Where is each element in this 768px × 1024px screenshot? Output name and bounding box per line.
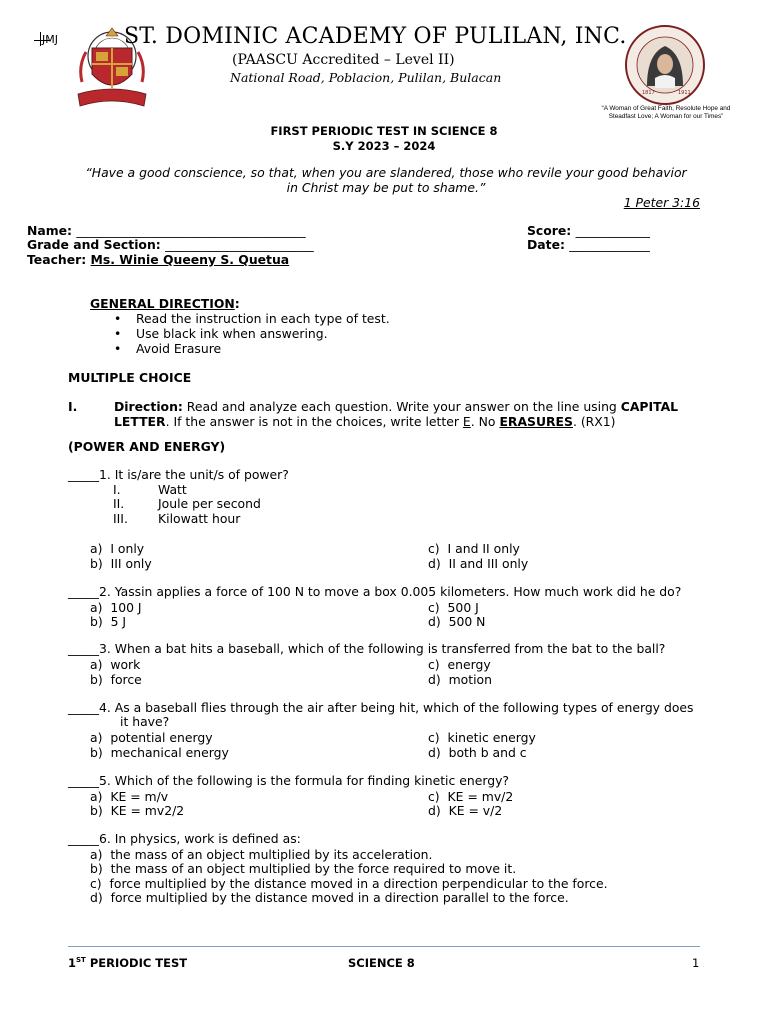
date-line: _____________: [569, 237, 650, 252]
option-text: mechanical energy: [110, 745, 229, 760]
question-1-sub-num: I.: [113, 482, 121, 497]
seal-year-right: 1911: [678, 90, 691, 96]
list-item: • Avoid Erasure: [114, 341, 390, 356]
date-field[interactable]: [527, 237, 650, 252]
option-text: motion: [448, 672, 492, 687]
option-1a[interactable]: [90, 541, 144, 556]
option-5c[interactable]: [428, 789, 513, 804]
option-letter: a): [90, 541, 103, 556]
question-1-sub-num: III.: [113, 511, 128, 526]
option-letter: a): [90, 600, 103, 615]
footer-test-label: [68, 956, 187, 970]
option-letter: b): [90, 614, 103, 629]
jmj-label: JMJ: [42, 33, 58, 46]
option-letter: d): [428, 614, 441, 629]
school-name: ST. DOMINIC ACADEMY OF PULILAN, INC.: [124, 24, 627, 49]
direction-letter-e: E: [462, 414, 471, 429]
footer-divider: [68, 946, 700, 947]
direction-text: . No: [470, 414, 500, 429]
option-letter: d): [428, 745, 441, 760]
option-letter: c): [428, 541, 440, 556]
school-motto: “A Woman of Great Faith, Resolute Hope and Steadfast Love; A Woman for our Times”: [601, 105, 731, 120]
question-3-stem: _____3. When a bat hits a baseball, which of the following is transferred from the bat to the ball?: [68, 641, 666, 656]
question-1-sub-text: Watt: [158, 482, 187, 497]
option-letter: b): [90, 556, 103, 571]
option-5a[interactable]: [90, 789, 168, 804]
direction-label: Direction:: [114, 399, 183, 414]
question-4-stem-continued: it have?: [120, 714, 170, 729]
option-letter: b): [90, 672, 103, 687]
option-1d[interactable]: [428, 556, 528, 571]
option-4c[interactable]: [428, 730, 536, 745]
list-item: • Read the instruction in each type of test.: [114, 311, 390, 326]
option-text: force multiplied by the distance moved in a direction parallel to the force.: [110, 890, 569, 905]
verse-reference: 1 Peter 3:16: [623, 195, 700, 210]
date-label: Date:: [527, 237, 565, 252]
option-letter: a): [90, 847, 103, 862]
option-letter: b): [90, 803, 103, 818]
option-3c[interactable]: [428, 657, 491, 672]
option-4b[interactable]: [90, 745, 229, 760]
score-line: ____________: [575, 223, 650, 238]
general-direction-heading: [90, 296, 240, 311]
option-letter: b): [90, 861, 103, 876]
option-text: II and III only: [448, 556, 529, 571]
section-heading: (POWER AND ENERGY): [68, 439, 226, 454]
jmj-cross-mark: [40, 32, 41, 46]
option-3b[interactable]: [90, 672, 142, 687]
part-direction: [114, 399, 710, 429]
option-text: 500 N: [448, 614, 486, 629]
question-1-sub-text: Joule per second: [158, 496, 261, 511]
score-field[interactable]: [527, 223, 650, 238]
bible-verse: “Have a good conscience, so that, when you are slandered, those who revile your good behavior in Christ may be put to shame.”: [85, 165, 687, 195]
question-1-sub-num: II.: [113, 496, 125, 511]
accreditation: (PAASCU Accredited – Level II): [232, 52, 455, 68]
test-title: FIRST PERIODIC TEST IN SCIENCE 8: [270, 124, 498, 138]
school-year: S.Y 2023 – 2024: [332, 139, 436, 153]
option-text: both b and c: [448, 745, 527, 760]
list-item: • Use black ink when answering.: [114, 326, 390, 341]
option-1b[interactable]: [90, 556, 152, 571]
option-6a[interactable]: [90, 847, 432, 862]
option-text: 500 J: [447, 600, 479, 615]
option-5d[interactable]: [428, 803, 502, 818]
test-type-heading: MULTIPLE CHOICE: [68, 370, 192, 385]
option-5b[interactable]: [90, 803, 184, 818]
option-6d[interactable]: [90, 890, 569, 905]
footer-number: 1: [68, 956, 77, 970]
option-text: potential energy: [110, 730, 213, 745]
option-letter: d): [428, 556, 441, 571]
footer-text: PERIODIC TEST: [85, 956, 188, 970]
option-text: KE = mv/2: [447, 789, 514, 804]
option-text: III only: [110, 556, 152, 571]
question-1-stem: _____1. It is/are the unit/s of power?: [68, 467, 289, 482]
name-line: _____________________________________: [76, 223, 306, 238]
option-letter: a): [90, 657, 103, 672]
option-1c[interactable]: [428, 541, 520, 556]
page-number: 1: [692, 956, 700, 970]
seal-year-left: 1817: [642, 90, 655, 96]
general-direction-title: GENERAL DIRECTION: [90, 296, 235, 311]
question-1-sub-text: Kilowatt hour: [158, 511, 241, 526]
question-5-stem: _____5. Which of the following is the formula for finding kinetic energy?: [68, 773, 510, 788]
teacher-label: Teacher:: [27, 252, 87, 267]
direction-erasures: ERASURES: [499, 414, 573, 429]
teacher-name: Ms. Winie Queeny S. Quetua: [90, 252, 290, 267]
option-letter: b): [90, 745, 103, 760]
school-address: National Road, Poblacion, Pulilan, Bulacan: [230, 70, 502, 85]
direction-text: . If the answer is not in the choices, write letter: [165, 414, 463, 429]
option-letter: c): [428, 600, 440, 615]
question-4-stem: _____4. As a baseball flies through the air after being hit, which of the following types of energy does: [68, 700, 694, 715]
option-text: 100 J: [110, 600, 142, 615]
option-letter: c): [428, 789, 440, 804]
option-6c[interactable]: [90, 876, 608, 891]
option-2a[interactable]: [90, 600, 142, 615]
option-text: KE = v/2: [448, 803, 503, 818]
footer-subject: SCIENCE 8: [348, 956, 415, 970]
general-direction-colon: :: [234, 296, 240, 311]
option-3a[interactable]: [90, 657, 140, 672]
option-4a[interactable]: [90, 730, 213, 745]
option-2b[interactable]: [90, 614, 126, 629]
option-3d[interactable]: [428, 672, 492, 687]
general-direction-list: [114, 311, 390, 356]
name-field[interactable]: [27, 223, 306, 238]
grade-line: ________________________: [165, 237, 314, 252]
option-letter: d): [428, 672, 441, 687]
option-letter: c): [90, 876, 102, 891]
grade-label: Grade and Section:: [27, 237, 161, 252]
option-text: kinetic energy: [447, 730, 536, 745]
option-letter: a): [90, 730, 103, 745]
option-text: 5 J: [110, 614, 127, 629]
question-2-stem: _____2. Yassin applies a force of 100 N to move a box 0.005 kilometers. How much work did he do?: [68, 584, 682, 599]
grade-section-field[interactable]: [27, 237, 314, 252]
option-letter: c): [428, 730, 440, 745]
option-text: energy: [447, 657, 491, 672]
part-numeral: I.: [68, 399, 78, 414]
footer-superscript: ST: [76, 956, 86, 965]
teacher-field: [27, 252, 289, 267]
option-text: KE = m/v: [110, 789, 169, 804]
option-6b[interactable]: [90, 861, 516, 876]
option-letter: a): [90, 789, 103, 804]
option-text: I only: [110, 541, 145, 556]
direction-text: Read and analyze each question. Write your answer on the line using: [182, 399, 621, 414]
option-text: I and II only: [447, 541, 520, 556]
option-4d[interactable]: [428, 745, 527, 760]
option-text: work: [110, 657, 141, 672]
direction-capital-letter: CAPITAL LETTER: [114, 399, 679, 429]
option-text: KE = mv2/2: [110, 803, 185, 818]
option-text: the mass of an object multiplied by its acceleration.: [110, 847, 433, 862]
option-2d[interactable]: [428, 614, 485, 629]
option-text: the mass of an object multiplied by the force required to move it.: [110, 861, 517, 876]
score-label: Score:: [527, 223, 572, 238]
option-2c[interactable]: [428, 600, 479, 615]
option-letter: d): [428, 803, 441, 818]
name-label: Name:: [27, 223, 73, 238]
option-text: force multiplied by the distance moved in a direction perpendicular to the force.: [109, 876, 608, 891]
direction-text: . (RX1): [572, 414, 616, 429]
option-letter: c): [428, 657, 440, 672]
question-6-stem: _____6. In physics, work is defined as:: [68, 831, 301, 846]
saint-portrait-seal-icon: [622, 24, 708, 106]
option-text: force: [110, 672, 142, 687]
option-letter: d): [90, 890, 103, 905]
